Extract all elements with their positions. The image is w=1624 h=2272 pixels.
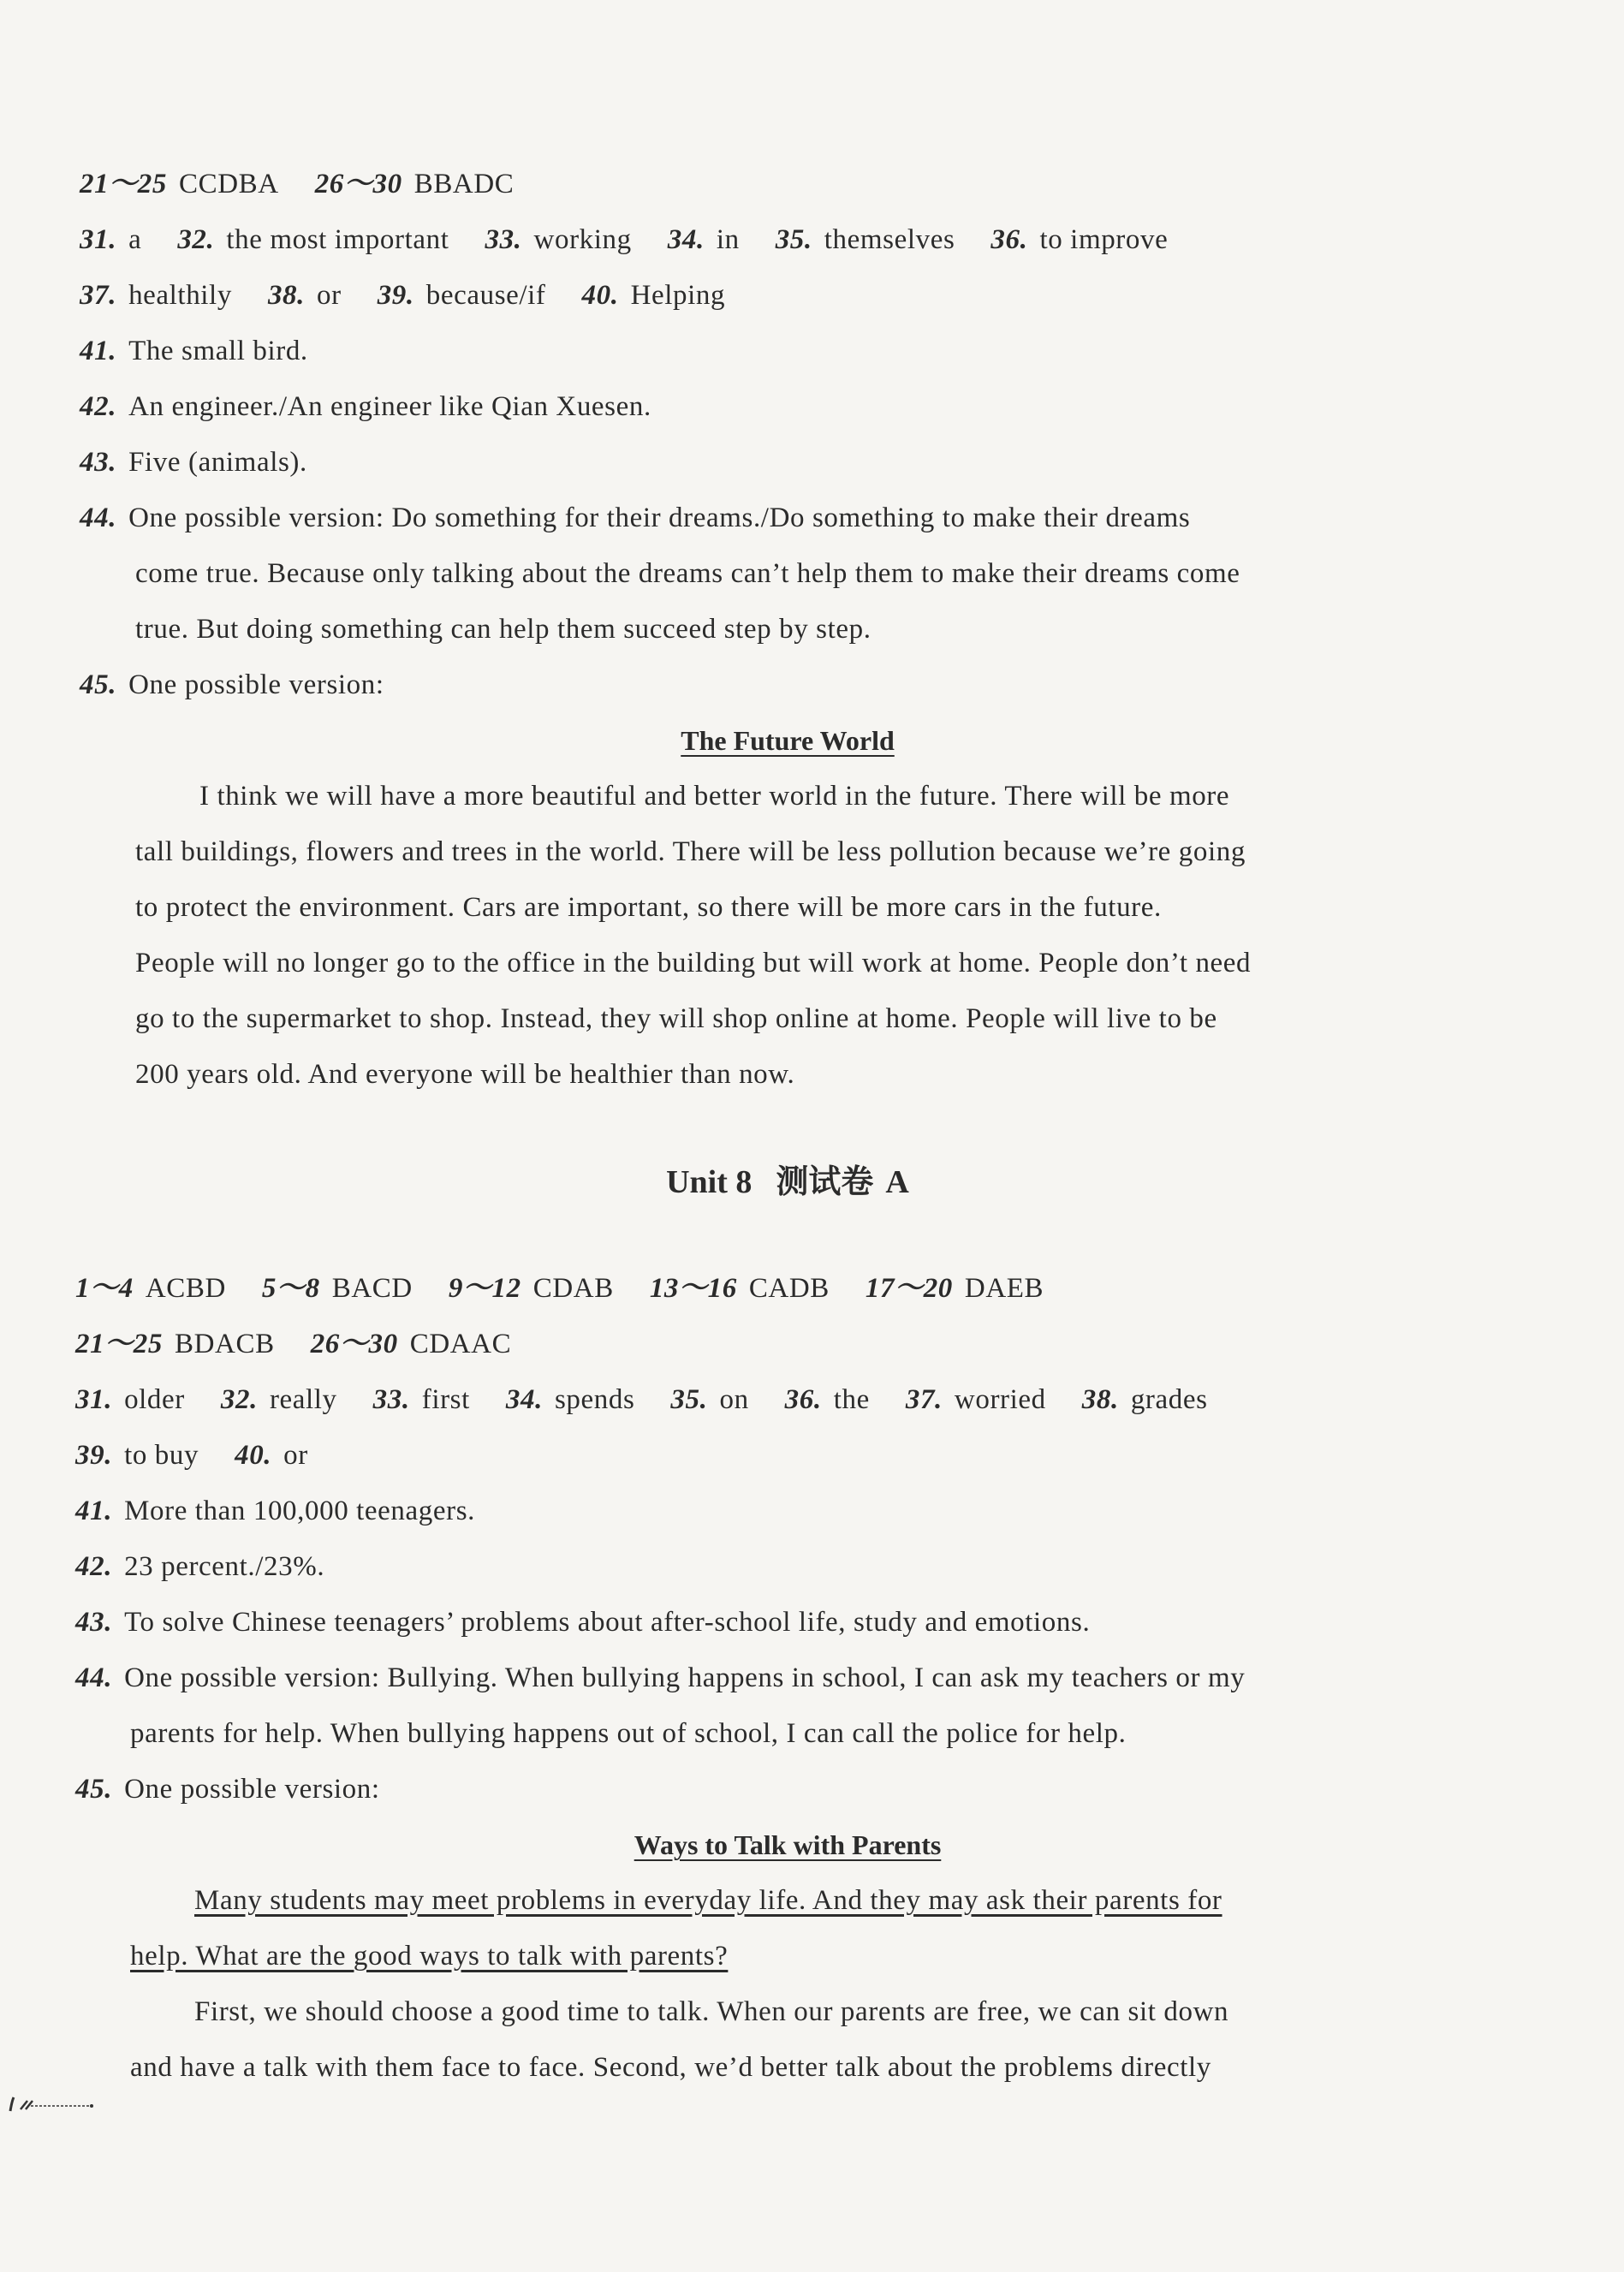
essay-line: to protect the environment. Cars are important, so there will be more cars in the future. — [135, 892, 1162, 923]
answer-44 — [75, 1661, 1245, 1695]
unit-heading — [0, 1163, 1575, 1201]
essay-title — [0, 723, 1575, 758]
question-number: 31. — [80, 224, 117, 255]
answer-44-line-2: come true. Because only talking about the dreams can’t help them to make their dreams come — [135, 558, 1240, 589]
question-range: 9～12 — [448, 1273, 521, 1304]
answer-42 — [80, 390, 651, 424]
answer-text: One possible version: — [124, 1774, 380, 1805]
answer-text: older — [124, 1384, 185, 1415]
unit-test-label: 测试卷 — [776, 1163, 874, 1200]
answer-text: the most important — [226, 224, 449, 255]
question-number: 38. — [267, 280, 305, 311]
answer-text: Helping — [630, 280, 726, 311]
question-number: 40. — [581, 280, 619, 311]
question-range: 5～8 — [261, 1273, 320, 1304]
answer-45 — [75, 1772, 380, 1806]
question-range: 21～25 — [75, 1329, 163, 1359]
question-number: 35. — [670, 1384, 708, 1415]
question-number: 44. — [75, 1662, 113, 1693]
question-number: 38. — [1081, 1384, 1119, 1415]
answer-row-21-30 — [75, 1327, 511, 1361]
essay-line-underlined: Many students may meet problems in everyday life. And they may ask their parents for — [194, 1885, 1222, 1916]
question-number: 45. — [75, 1774, 113, 1805]
question-range: 26～30 — [314, 169, 402, 199]
question-range: 13～16 — [649, 1273, 737, 1304]
answer-text: the — [833, 1384, 870, 1415]
answer-text: to improve — [1039, 224, 1169, 255]
question-number: 45. — [80, 669, 117, 700]
answer-letters: BBADC — [413, 169, 515, 199]
question-number: 32. — [220, 1384, 258, 1415]
answer-41 — [80, 334, 308, 368]
answer-row-39-40 — [75, 1438, 308, 1472]
answer-letters: DAEB — [964, 1273, 1044, 1304]
answer-text: really — [269, 1384, 337, 1415]
answer-43 — [75, 1605, 1090, 1639]
answer-text: grades — [1130, 1384, 1208, 1415]
question-number: 33. — [485, 224, 522, 255]
question-number: 34. — [505, 1384, 543, 1415]
answer-44 — [80, 501, 1190, 535]
essay-title — [0, 1828, 1575, 1862]
page-corner-mark — [9, 2096, 94, 2113]
answer-text: The small bird. — [128, 336, 308, 366]
answer-42 — [75, 1549, 324, 1584]
essay-line: 200 years old. And everyone will be healthier than now. — [135, 1059, 795, 1090]
answer-row-1-20 — [75, 1271, 1044, 1306]
answer-row-37-40 — [80, 278, 725, 312]
essay-line: tall buildings, flowers and trees in the world. There will be less pollution because we’re going — [135, 836, 1246, 867]
essay-line: People will no longer go to the office in the building but will work at home. People don’t need — [135, 948, 1252, 978]
answer-text: 23 percent./23%. — [124, 1551, 325, 1582]
question-number: 34. — [667, 224, 705, 255]
answer-text: or — [283, 1440, 308, 1471]
answer-letters: CDAAC — [409, 1329, 512, 1359]
answer-43 — [80, 445, 307, 479]
question-number: 42. — [80, 391, 117, 422]
answer-letters: CCDBA — [179, 169, 279, 199]
answer-text: to buy — [124, 1440, 199, 1471]
answer-text: One possible version: Bullying. When bullying happens in school, I can ask my teachers or my — [124, 1662, 1246, 1693]
answer-44-line-2: parents for help. When bullying happens out of school, I can call the police for help. — [130, 1718, 1127, 1749]
question-number: 41. — [75, 1496, 113, 1526]
essay-line: First, we should choose a good time to talk. When our parents are free, we can sit down — [194, 1996, 1229, 2027]
answer-letters: CADB — [748, 1273, 830, 1304]
answer-41 — [75, 1494, 475, 1528]
answer-text: working — [533, 224, 632, 255]
answer-text: themselves — [824, 224, 955, 255]
essay-line: and have a talk with them face to face. Second, we’d better talk about the problems directly — [130, 2052, 1211, 2083]
question-number: 39. — [75, 1440, 113, 1471]
answer-letters: CDAB — [532, 1273, 614, 1304]
answer-text: on — [719, 1384, 749, 1415]
unit-test-version: A — [885, 1164, 909, 1200]
answer-text: To solve Chinese teenagers’ problems about after-school life, study and emotions. — [124, 1607, 1091, 1638]
answer-text: More than 100,000 teenagers. — [124, 1496, 475, 1526]
answer-text: One possible version: — [128, 669, 384, 700]
answer-text: worried — [954, 1384, 1046, 1415]
essay-title-text: Ways to Talk with Parents — [634, 1829, 942, 1860]
essay-title-text: The Future World — [681, 725, 895, 756]
question-number: 36. — [990, 224, 1028, 255]
question-number: 35. — [775, 224, 812, 255]
answer-letters: BDACB — [175, 1329, 275, 1359]
question-number: 37. — [80, 280, 117, 311]
answer-text: first — [421, 1384, 470, 1415]
question-range: 1～4 — [75, 1273, 134, 1304]
question-number: 41. — [80, 336, 117, 366]
question-number: 42. — [75, 1551, 113, 1582]
answer-text: spends — [554, 1384, 635, 1415]
answer-text: or — [317, 280, 342, 311]
answer-text: One possible version: Do something for their dreams./Do something to make their dreams — [128, 503, 1191, 533]
answer-letters: BACD — [331, 1273, 413, 1304]
question-number: 43. — [80, 447, 117, 478]
answer-row-31-36 — [80, 223, 1168, 257]
essay-line: I think we will have a more beautiful and better world in the future. There will be more — [199, 781, 1230, 812]
question-number: 40. — [235, 1440, 272, 1471]
answer-text: because/if — [425, 280, 546, 311]
question-number: 36. — [784, 1384, 822, 1415]
answer-row-21-30 — [80, 167, 514, 201]
answer-text: Five (animals). — [128, 447, 307, 478]
answer-text: An engineer./An engineer like Qian Xuesen. — [128, 391, 651, 422]
essay-line-underlined: help. What are the good ways to talk with parents? — [130, 1941, 729, 1972]
answer-44-line-3: true. But doing something can help them succeed step by step. — [135, 614, 871, 645]
question-number: 44. — [80, 503, 117, 533]
question-number: 31. — [75, 1384, 113, 1415]
question-number: 33. — [372, 1384, 410, 1415]
answer-letters: ACBD — [145, 1273, 226, 1304]
question-number: 39. — [377, 280, 414, 311]
answer-text: a — [128, 224, 142, 255]
answer-text: in — [716, 224, 740, 255]
question-range: 17～20 — [865, 1273, 953, 1304]
answer-text: healthily — [128, 280, 232, 311]
answer-row-31-38 — [75, 1383, 1208, 1417]
question-number: 32. — [177, 224, 215, 255]
answer-45 — [80, 668, 384, 702]
question-number: 43. — [75, 1607, 113, 1638]
unit-label: Unit 8 — [666, 1164, 753, 1200]
question-range: 21～25 — [80, 169, 167, 199]
question-number: 37. — [905, 1384, 943, 1415]
essay-line: go to the supermarket to shop. Instead, they will shop online at home. People will live to be — [135, 1003, 1217, 1034]
question-range: 26～30 — [310, 1329, 398, 1359]
